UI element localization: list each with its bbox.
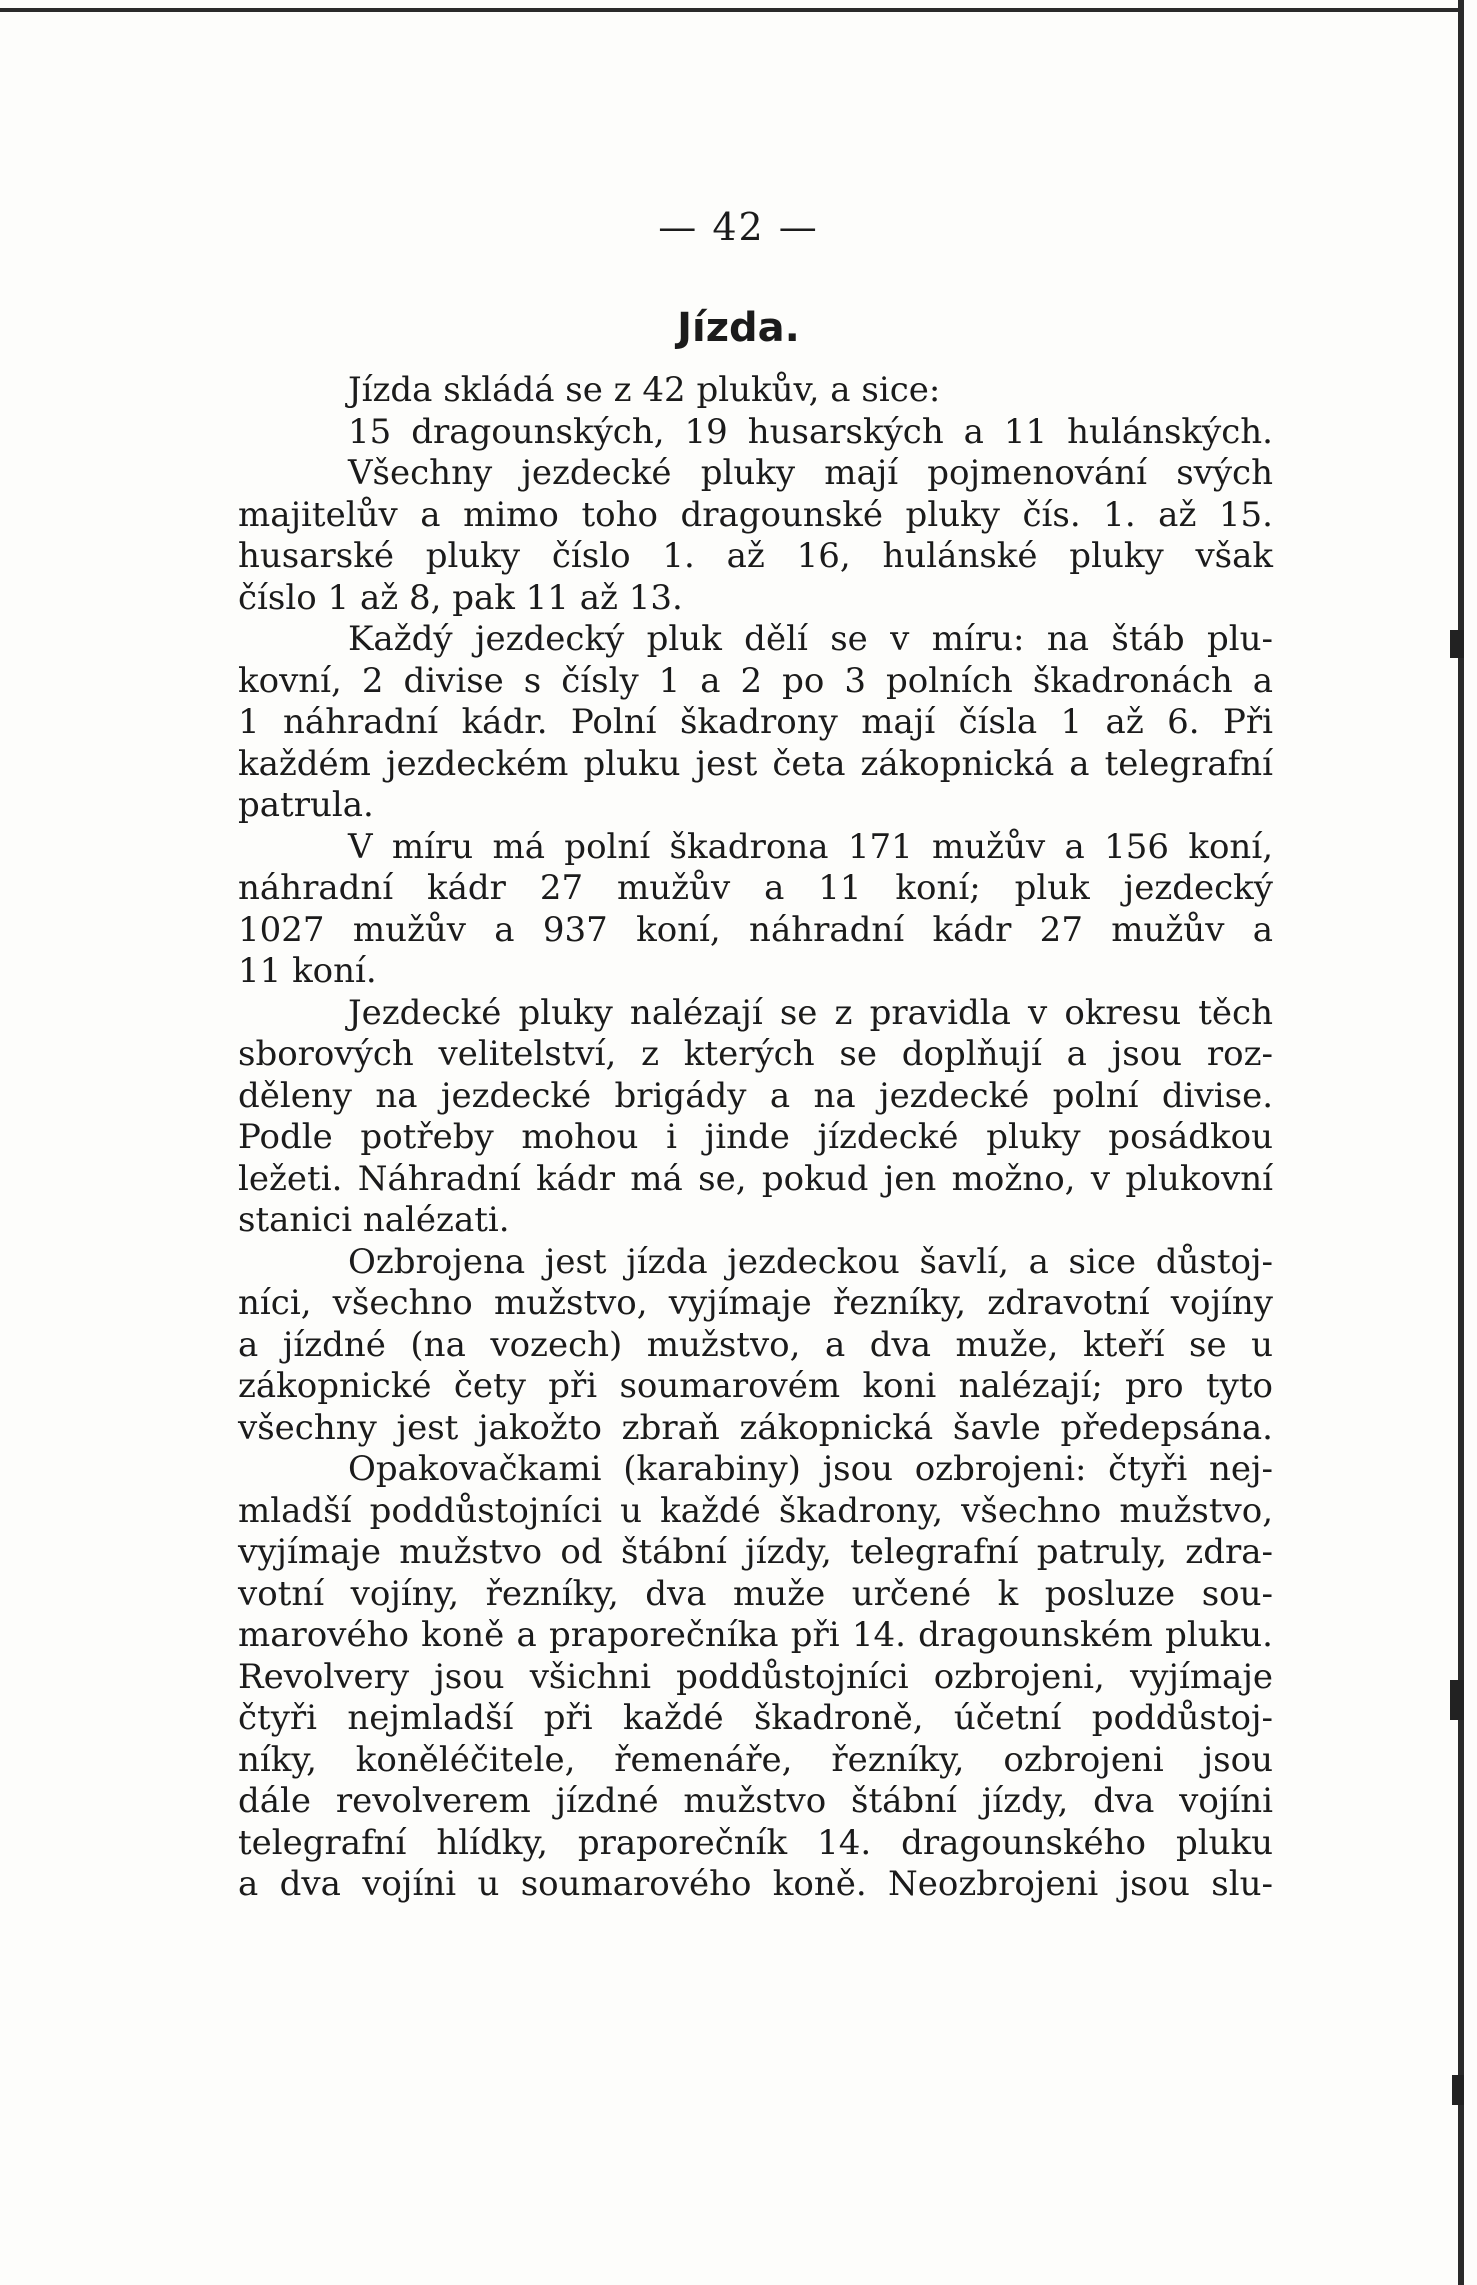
text-line: V míru má polní škadrona 171 mužův a 156 koní, <box>348 826 1273 867</box>
edge-mark <box>1450 1680 1464 1720</box>
text-line: votní vojíny, řezníky, dva muže určené k posluze sou- <box>238 1573 1273 1614</box>
text-line: Ozbrojena jest jízda jezdeckou šavlí, a sice důstoj- <box>348 1241 1273 1282</box>
text-line: a dva vojíni u soumarového koně. Neozbrojeni jsou slu- <box>238 1864 1273 1904</box>
text-line: stanici nalézati. <box>238 1200 510 1240</box>
text-line: telegrafní hlídky, praporečník 14. dragounského pluku <box>238 1822 1273 1863</box>
text-line: 1 náhradní kádr. Polní škadrony mají čísla 1 až 6. Při <box>238 702 1273 742</box>
text-line: vyjímaje mužstvo od štábní jízdy, telegrafní patruly, zdra- <box>238 1532 1273 1572</box>
text-line: Každý jezdecký pluk dělí se v míru: na štáb plu- <box>348 619 1273 659</box>
section-heading: Jízda. <box>677 305 800 351</box>
text-line: 11 koní. <box>238 951 377 991</box>
text-line: zákopnické čety při soumarovém koni nalézají; pro tyto <box>238 1366 1273 1406</box>
text-line: a jízdné (na vozech) mužstvo, a dva muže, kteří se u <box>238 1324 1273 1365</box>
text-line: každém jezdeckém pluku jest četa zákopnická a telegrafní <box>238 743 1273 784</box>
text-line: kovní, 2 divise s čísly 1 a 2 po 3 polních škadronách a <box>238 660 1273 701</box>
scan-top-edge <box>0 8 1460 12</box>
text-line: patrula. <box>238 785 374 825</box>
text-line: sborových velitelství, z kterých se doplňují a jsou roz- <box>238 1034 1273 1074</box>
edge-mark <box>1452 2075 1464 2105</box>
text-line: čtyři nejmladší při každé škadroně, účetní poddůstoj- <box>238 1698 1273 1738</box>
text-line: 15 dragounských, 19 husarských a 11 hulánských. <box>348 411 1273 452</box>
edge-mark <box>1450 630 1464 658</box>
text-line: Jezdecké pluky nalézají se z pravidla v okresu těch <box>348 992 1273 1033</box>
text-line: náhradní kádr 27 mužův a 11 koní; pluk jezdecký <box>238 868 1273 908</box>
text-line: níky, koněléčitele, řemenáře, řezníky, ozbrojeni jsou <box>238 1739 1273 1780</box>
text-line: marového koně a praporečníka při 14. dragounském pluku. <box>238 1615 1273 1655</box>
text-line: husarské pluky číslo 1. až 16, hulánské pluky však <box>238 536 1273 576</box>
page-number: — 42 — <box>658 205 819 249</box>
text-line: mladší poddůstojníci u každé škadrony, všechno mužstvo, <box>238 1490 1273 1531</box>
text-line: všechny jest jakožto zbraň zákopnická šavle předepsána. <box>238 1407 1273 1448</box>
text-line: dále revolverem jízdné mužstvo štábní jízdy, dva vojíni <box>238 1781 1273 1821</box>
text-line: 1027 mužův a 937 koní, náhradní kádr 27 mužův a <box>238 909 1273 950</box>
body-text <box>238 370 1273 1906</box>
text-line: Opakovačkami (karabiny) jsou ozbrojeni: čtyři nej- <box>348 1449 1273 1489</box>
text-line: číslo 1 až 8, pak 11 až 13. <box>238 577 683 618</box>
text-line: Všechny jezdecké pluky mají pojmenování svých <box>348 453 1273 493</box>
text-line: Jízda skládá se z 42 plukův, a sice: <box>348 370 941 410</box>
text-line: děleny na jezdecké brigády a na jezdecké polní divise. <box>238 1075 1273 1116</box>
text-line: Revolvery jsou všichni poddůstojníci ozbrojeni, vyjímaje <box>238 1656 1273 1697</box>
text-line: Podle potřeby mohou i jinde jízdecké pluky posádkou <box>238 1117 1273 1157</box>
text-line: majitelův a mimo toho dragounské pluky čís. 1. až 15. <box>238 494 1273 535</box>
text-line: ležeti. Náhradní kádr má se, pokud jen možno, v plukovní <box>238 1158 1273 1199</box>
text-line: níci, všechno mužstvo, vyjímaje řezníky, zdravotní vojíny <box>238 1283 1273 1323</box>
